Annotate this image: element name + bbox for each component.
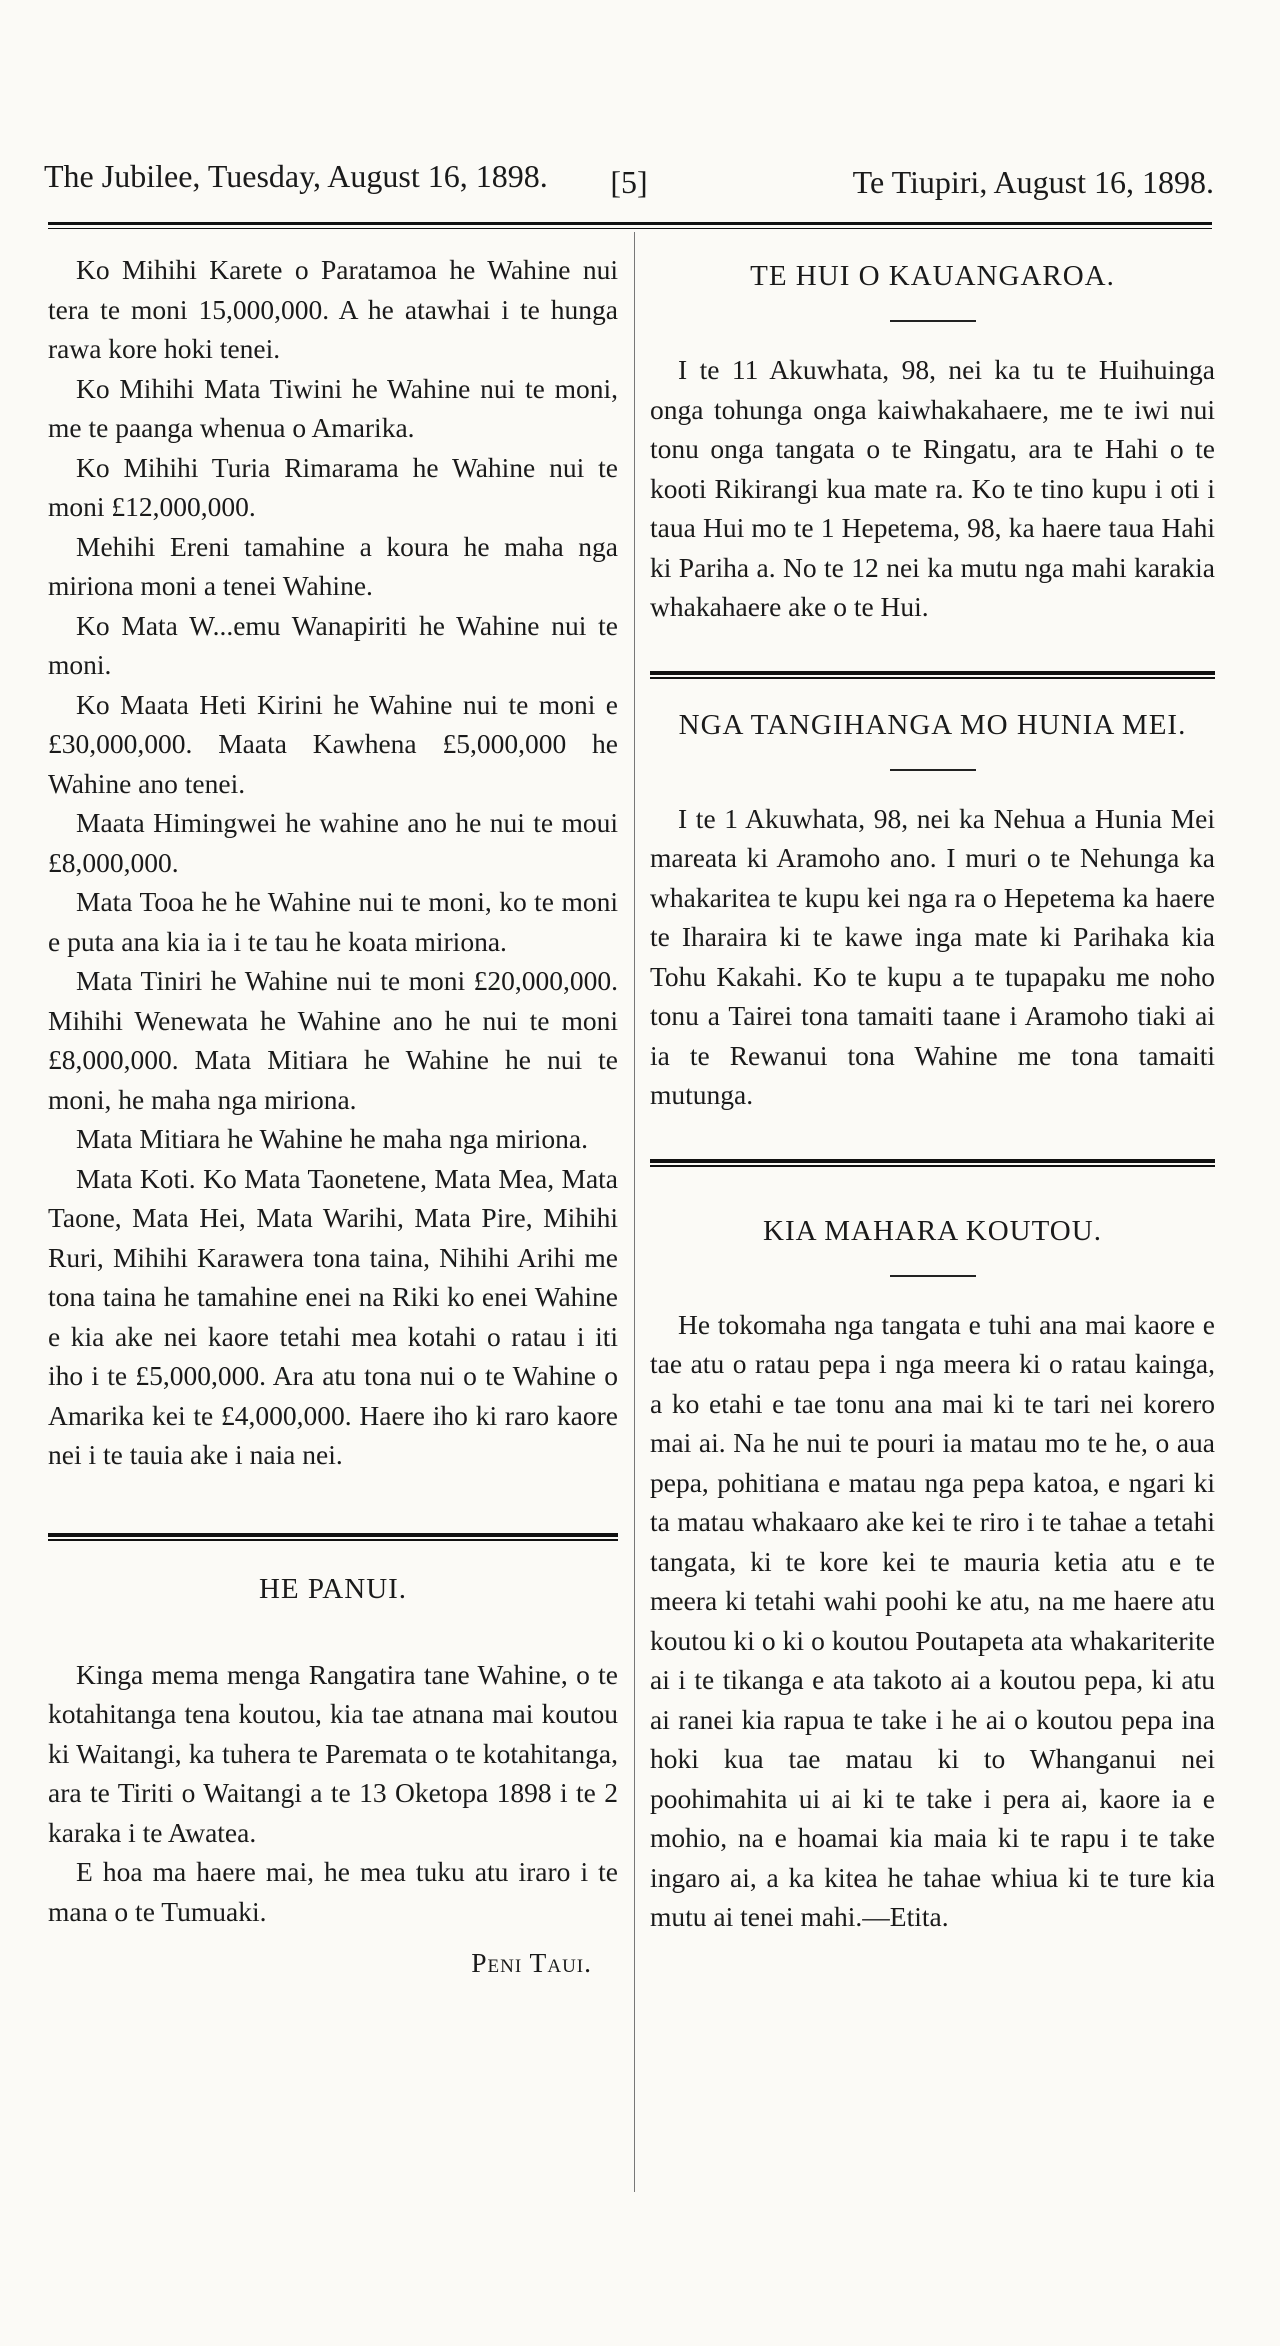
column-divider [634, 232, 635, 2192]
left-column [48, 250, 618, 1983]
section-separator [650, 671, 1215, 679]
masthead-rule [48, 222, 1212, 229]
section-separator [48, 1533, 618, 1541]
article-paragraph: Mehihi Ereni tamahine a koura he maha nga miriona moni a tenei Wahine. [48, 530, 618, 601]
article-paragraph: Mata Mitiara he Wahine he maha nga miriona. [76, 1123, 588, 1154]
section-title: NGA TANGIHANGA MO HUNIA MEI. [678, 708, 1187, 741]
article-paragraph: Mata Koti. Ko Mata Taonetene, Mata Mea, Mata Taone, Mata Hei, Mata Warihi, Mata Pire, Mihihi Ruri, Mihihi Karawera tona taina, Nihihi Arihi me tona taina he tamahine enei na Riki ko enei Wahine e kia ake nei kaore tetahi mea kotahi o ratau i iti iho i te £5,000,000. Ara atu tona nui o te Wahine o Amarika kei te £4,000,000. Haere iho ki raro kaore nei i te tauia ake i naia nei. [48, 1162, 618, 1470]
masthead [44, 158, 1214, 208]
notice-paragraph: Kinga mema menga Rangatira tane Wahine, o te kotahitanga tena koutou, kia tae atnana mai koutou ki Waitangi, ka tuhera te Paremata o te kotahitanga, ara te Tiriti o Waitangi a te 13 Oketopa 1898 i te 2 karaka i te Awatea. [48, 1658, 618, 1848]
article-paragraph: Ko Mihihi Turia Rimarama he Wahine nui te moni £12,000,000. [48, 451, 618, 522]
article-paragraph: Ko Mihihi Mata Tiwini he Wahine nui te moni, me te paanga whenua o Amarika. [48, 372, 618, 443]
title-rule [890, 320, 976, 322]
article-paragraph: Ko Maata Heti Kirini he Wahine nui te moni e £30,000,000. Maata Kawhena £5,000,000 he Wahine ano tenei. [48, 688, 618, 799]
article-paragraph: Ko Mihihi Karete o Paratamoa he Wahine nui tera te moni 15,000,000. A he atawhai i te hunga rawa kore hoki tenei. [48, 254, 618, 364]
section-title: KIA MAHARA KOUTOU. [763, 1214, 1102, 1247]
right-column [650, 250, 1215, 1937]
section-paragraph: I te 1 Akuwhata, 98, nei ka Nehua a Hunia Mei mareata ki Aramoho ano. I muri o te Nehunga ka whakaritea te kupu kei nga ra o Hepetema ka haere te Iharaira ki te kawe inga mate ki Parihaka kia Tohu Kakahi. Ko te kupu a te tupapaku me noho tonu a Tairei tona tamaiti taane i Aramoho tiaki ai ia te Rewanui tona Wahine me tona tamaiti mutunga. [650, 802, 1215, 1110]
title-rule [890, 1275, 976, 1277]
page-number: [5] [610, 164, 648, 200]
section-title: TE HUI O KAUANGAROA. [750, 260, 1115, 292]
section-paragraph: He tokomaha nga tangata e tuhi ana mai kaore e tae atu o ratau pepa i nga meera ki o ratau kainga, a ko etahi e tae tonu ana mai ki te tari nei korero mai ai. Na he nui te pouri ia matau mo te he, o aua pepa, pohitiana e matau nga pepa katoa, e ngari ki ta matau whakaaro ake kei te riro i te tahae a tetahi tangata, ki te kore kei te mauria ketia atu e te meera ki tetahi wahi poohi ke atu, na me haere atu koutou ki o ki o koutou Poutapeta ata whakariterite ai i te tikanga e ata takoto ai a koutou pepa, ki atu ai ranei kia rapua te take i he ai o koutou pepa ina hoki kua tae matau ki to Whanganui nei poohimahita ui ai ki te take i pera ai, kaore ia e mohio, na e hoamai kia maia ki te rapu i te take ingaro ai, a ka kitea he tahae whiua ki te ture kia mutu ai tenei mahi.—Etita. [650, 1308, 1215, 1932]
notice-paragraph: E hoa ma haere mai, he mea tuku atu iraro i te mana o te Tumuaki. [48, 1856, 618, 1927]
notice-title: HE PANUI. [258, 1572, 408, 1605]
notice-signature: Peni Taui. [471, 1947, 592, 1978]
article-paragraph: Mata Tooa he he Wahine nui te moni, ko te moni e puta ana kia ia i te tau he koata miriona. [48, 886, 618, 957]
article-paragraph: Mata Tiniri he Wahine nui te moni £20,000,000. Mihihi Wenewata he Wahine ano he nui te moni £8,000,000. Mata Mitiara he Wahine he nui te moni, he maha nga miriona. [48, 965, 618, 1115]
masthead-maori-date: Te Tiupiri, August 16, 1898. [852, 164, 1214, 200]
masthead-english-date: The Jubilee, Tuesday, August 16, 1898. [44, 158, 548, 194]
title-rule [890, 769, 976, 771]
article-paragraph: Maata Himingwei he wahine ano he nui te moui £8,000,000. [48, 807, 618, 878]
section-paragraph: I te 11 Akuwhata, 98, nei ka tu te Huihuinga onga tohunga onga kaiwhakahaere, me te iwi nui tonu onga tangata o te Ringatu, ara te Hahi o te kooti Rikirangi kua mate ra. Ko te tino kupu i oti i taua Hui mo te 1 Hepetema, 98, ka haere taua Hahi ki Pariha a. No te 12 nei ka mutu nga mahi karakia whakahaere ake o te Hui. [650, 354, 1215, 622]
article-paragraph: Ko Mata W...emu Wanapiriti he Wahine nui te moni. [48, 609, 618, 680]
section-separator [650, 1159, 1215, 1167]
